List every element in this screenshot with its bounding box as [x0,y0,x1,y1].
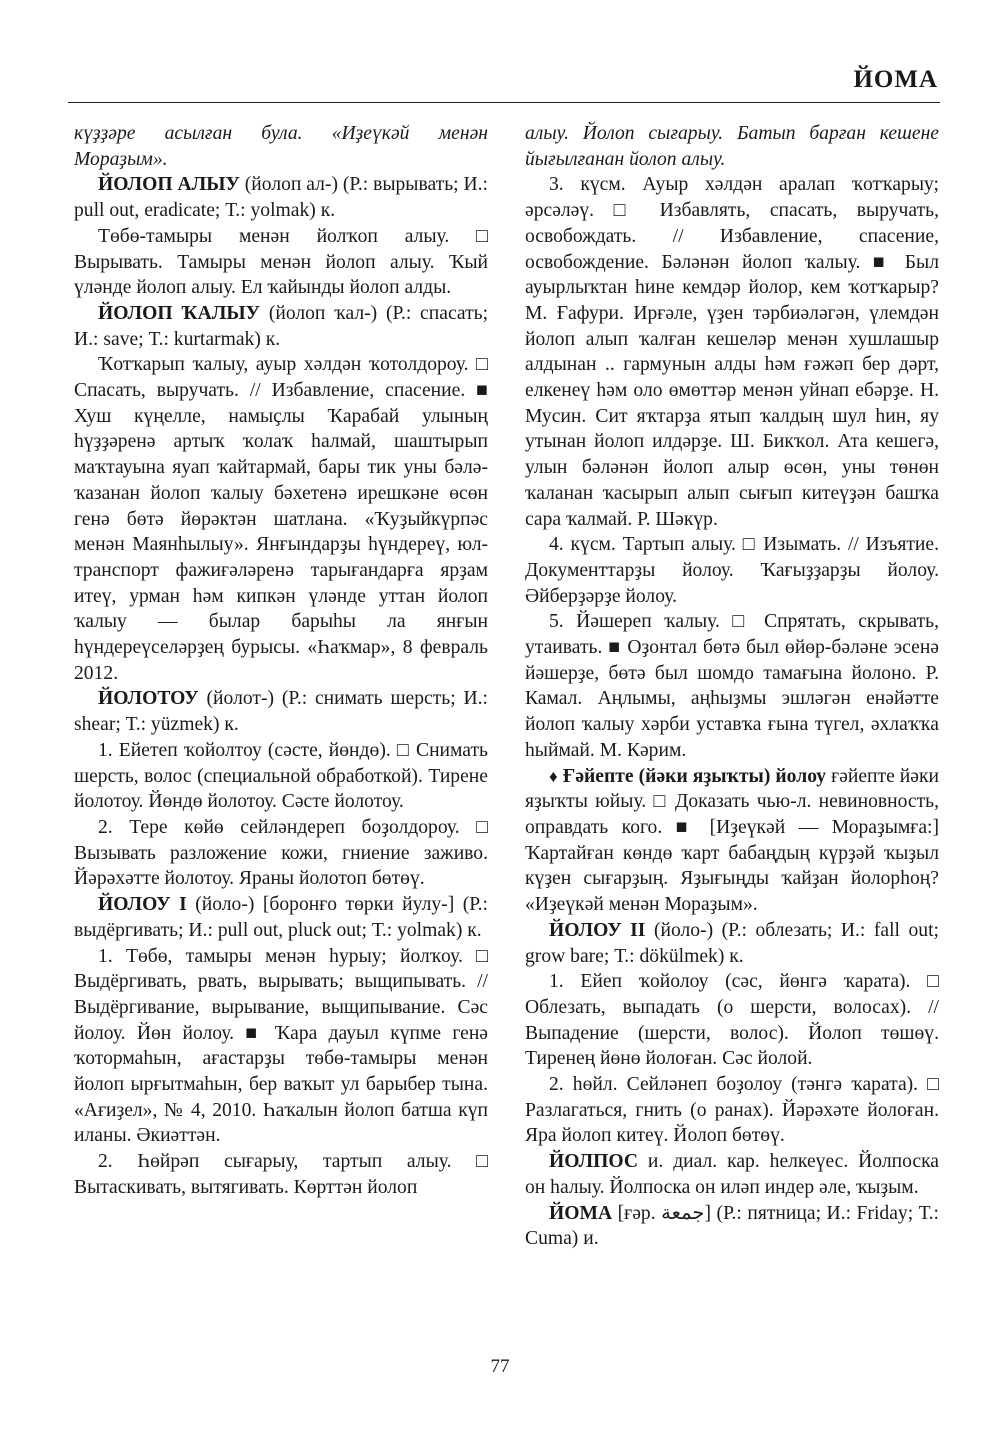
dictionary-entry: ЙОЛОТОУ (йолот-) (Р.: снимать шерсть; И.: shear; Т.: yüzmek) к. [74,688,488,736]
phraseological-entry: ♦ Ғәйепте (йәки яҙыҡты) йолоу ғәйепте йәки яҙыҡты юйыу. □ Доказать чью-л. невиновность, оправдать кого. ■ [Иҙеүкәй — Мораҙымға:] Ҡартайған көндө ҡарт бабаңдың күрҙәй ҡыҙыл күҙен сығарҙың. Яҙығыңды ҡайҙан йолорһоң? «Иҙеүкәй менән Мораҙым». [525,765,939,916]
entry-sense: 1. Ейеп ҡойолоу (сәс, йөнгә ҡарата). □ Облезать, выпадать (о шерсти, волосах). // Выпадение (шерсти, волос). Йолоп төшөү. Тиренең йөнө йолоған. Сәс йолой. [525,971,939,1070]
dictionary-entry: ЙОМА [ғәр. جمعة] (Р.: пятница; И.: Friday; Т.: Cuma) и. [525,1202,939,1250]
entry-sense: 1. Төбө, тамыры менән һурыу; йолҡоу. □ Выдёргивать, рвать, вырывать; выщипывать. // Выдёргивание, вырывание, выщипывание. Сәс йолоу. Йөн йолоу. ■ Ҡара дауыл күпме генә ҡотормаһын, ағастарҙы төбө-тамыры менән йолоп ырғытмаһын, бер ваҡыт ул барыбер тына. «Ағиҙел», № 4, 2010. Һаҡалын йолоп батша күп иланы. Әкиәттән. [74,945,488,1147]
entry-definition: Ҡотҡарып ҡалыу, ауыр хәлдән ҡотолдороу. □ Спасать, выручать. // Избавление, спасение. ■ Хуш күңелле, намыҫлы Ҡарабай улының һүҙҙәренә артыҡ ҡолаҡ һалмай, шаштырып маҡтауына яуап ҡайтармай, бары тик уны бәлә-ҡазанан йолоп ҡалыу бәхетенә ирешкәне өсөн генә бөтә йөрәктән шатлана. «Ҡуҙыйкүрпәс менән Маянһылыу». Янғындарҙы һүндереү, юл-транспорт фажиғәләренә тарығандарға ярҙам итеү, урман һәм кипкән үләнде уттан йолоп ҡалыу — былар барыһы ла янғын һүндереүселәрҙең бурысы. «Һаҡмар», 8 февраль 2012. [74,354,488,684]
entry-sense: 1. Ейетеп ҡойолтоу (сәсте, йөндө). □ Снимать шерсть, волос (специальной обработкой). Тирене йолотоу. Йөндө йолотоу. Сәсте йолотоу. [74,739,488,813]
entry-sense: 4. күсм. Тартып алыу. □ Изымать. // Изъятие. Документтарҙы йолоу. Ҡағыҙҙарҙы йолоу. Әйберҙәрҙе йолоу. [525,534,939,607]
dictionary-entry: ЙОЛОУ I (йоло-) [боронғо төрки йулу-] (Р.: выдёргивать; И.: pull out, pluck out; Т.: yolmak) к. [74,894,489,941]
entry-definition: Төбө-тамыры менән йолҡоп алыу. □ Вырывать. Тамыры менән йолоп алыу. Ҡый үләнде йолоп алыу. Ел ҡайынды йолоп алды. [74,225,488,299]
right-column [525,121,939,1252]
dictionary-entry: ЙОЛПОС и. диал. кар. һелкеүес. Йолпоска он һалыу. Йолпоска он иләп индер әле, ҡыҙым. [525,1151,939,1198]
entry-sense: 2. һөйл. Сейләнеп боҙолоу (тәнгә ҡарата). □ Разлагаться, гнить (о ранах). Йәрәхәте йолоған. Яра йолоп китеү. Йолоп бөтөү. [525,1074,939,1147]
dictionary-entry: ЙОЛОУ II (йоло-) (Р.: облезать; И.: fall out; grow bare; Т.: dökülmek) к. [525,919,939,967]
running-head-title: ЙОМА [853,66,938,93]
entry-sense: 2. Тере көйө сейләндереп боҙолдороу. □ Вызывать разложение кожи, гниение заживо. Йәрәхәтте йолотоу. Яраны йолотоп бөтөү. [74,816,488,890]
entry-continuation: алыу. Йолоп сығарыу. Батып барған кешене йығылғанан йолоп алыу. [525,123,939,170]
left-column [74,121,488,1201]
entry-sense: 5. Йәшереп ҡалыу. □ Спрятать, скрывать, утаивать. ■ Оҙонтал бөтә был өйөр-бәләне эсенә йәшерҙе, бөтә был шомдо тамағына йолоно. Р. Камал. Аңлымы, аңһыҙмы эшләгән енәйәтте йолоп ҡалыу хәрби уставҡа ғына түгел, әхлаҡҡа һыймай. М. Кәрим. [525,611,939,761]
entry-sense: 2. Һөйрәп сығарыу, тартып алыу. □ Вытаскивать, вытягивать. Көрттән йолоп [74,1151,488,1198]
entry-continuation: күҙҙәре асылған була. «Иҙеүкәй менән Мораҙым». [74,123,488,170]
dictionary-entry: ЙОЛОП ҠАЛЫУ (йолоп ҡал-) (Р.: спасать; И.: save; Т.: kurtarmak) к. [74,302,489,350]
running-header [68,62,940,103]
entry-sense: 3. күсм. Ауыр хәлдән аралап ҡотҡарыу; әрсәләү. □ Избавлять, спасать, выручать, освобождать. // Избавление, спасение, освобождение. Бәләнән йолоп ҡалыу. ■ Был ауырлыҡтан һине кемдәр йолор, кем ҡотҡарыр? М. Ғафури. Ирғәле, үҙен тәрбиәләгән, үлемдән йолоп алып ҡалған кешеләр менән хушлашыр алдынан .. гармунын алды һәм ғәжәп бер дәрт, елкенеү һәм оло өмөттәр менән уйнап ебәрҙе. Н. Мусин. Сит яҡтарҙа ятып ҡалдың шул һин, яу утынан йолоп илдәрҙе. Ш. Бикҡол. Ата кешегә, улын бәләнән йолоп алыр өсөн, уны төнөн ҡаланан ҡасырып алып сығып китеүҙән башҡа сара ҡалмай. Р. Шәкүр. [525,174,939,530]
dictionary-entry: ЙОЛОП АЛЫУ (йолоп ал-) (Р.: вырывать; И.: pull out, eradicate; Т.: yolmak) к. [74,174,488,222]
diamond-icon: ♦ [549,766,558,786]
page-number: 77 [490,1356,510,1377]
